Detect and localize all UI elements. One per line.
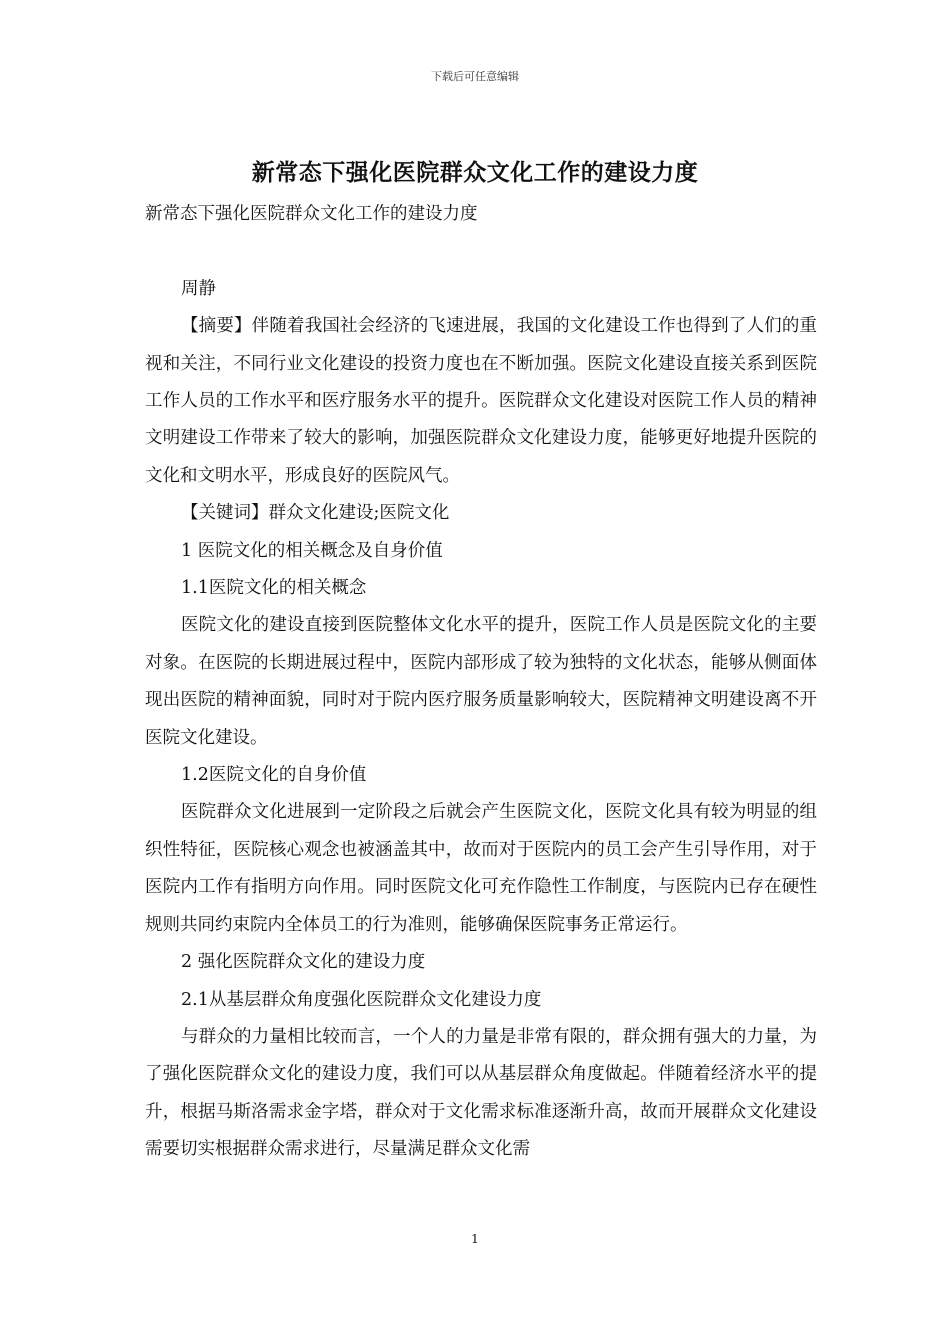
document-body [145,196,817,1169]
section-1-1-heading: 1.1医院文化的相关概念 [181,578,367,599]
section-1-1-paragraph: 医院文化的建设直接到医院整体文化水平的提升，医院工作人员是医院文化的主要对象。在医院的长期进展过程中，医院内部形成了较为独特的文化状态，能够从侧面体现出医院的精神面貌，同时对于院内医疗服务质量影响较大，医院精神文明建设离不开医院文化建设。 [145,615,817,748]
blank-line [145,233,817,270]
section-1-heading: 1 医院文化的相关概念及自身价值 [181,540,443,561]
abstract-paragraph: 【摘要】伴随着我国社会经济的飞速进展，我国的文化建设工作也得到了人们的重视和关注，不同行业文化建设的投资力度也在不断加强。医院文化建设直接关系到医院工作人员的工作水平和医疗服务水平的提升。医院群众文化建设对医院工作人员的精神文明建设工作带来了较大的影响，加强医院群众文化建设力度，能够更好地提升医院的文化和文明水平，形成良好的医院风气。 [145,316,817,486]
subtitle: 新常态下强化医院群众文化工作的建设力度 [145,204,478,224]
page-number: 1 [471,1232,479,1246]
section-2-1-heading: 2.1从基层群众角度强化医院群众文化建设力度 [181,989,542,1010]
section-1-2-heading: 1.2医院文化的自身价值 [181,765,367,786]
section-2-heading: 2 强化医院群众文化的建设力度 [181,952,426,973]
keywords-paragraph: 【关键词】群众文化建设;医院文化 [181,503,450,524]
section-2-1-paragraph: 与群众的力量相比较而言，一个人的力量是非常有限的，群众拥有强大的力量，为了强化医院群众文化的建设力度，我们可以从基层群众角度做起。伴随着经济水平的提升，根据马斯洛需求金字塔，群众对于文化需求标准逐渐升高，故而开展群众文化建设需要切实根据群众需求进行，尽量满足群众文化需 [145,1026,817,1160]
document-title: 新常态下强化医院群众文化工作的建设力度 [251,159,699,186]
header-note: 下载后可任意编辑 [431,70,519,83]
author: 周静 [181,278,216,299]
section-1-2-paragraph: 医院群众文化进展到一定阶段之后就会产生医院文化，医院文化具有较为明显的组织性特征，医院核心观念也被涵盖其中，故而对于医院内的员工会产生引导作用，对于医院内工作有指明方向作用。同时医院文化可充作隐性工作制度，与医院内已存在硬性规则共同约束院内全体员工的行为准则，能够确保医院事务正常运行。 [145,802,817,935]
